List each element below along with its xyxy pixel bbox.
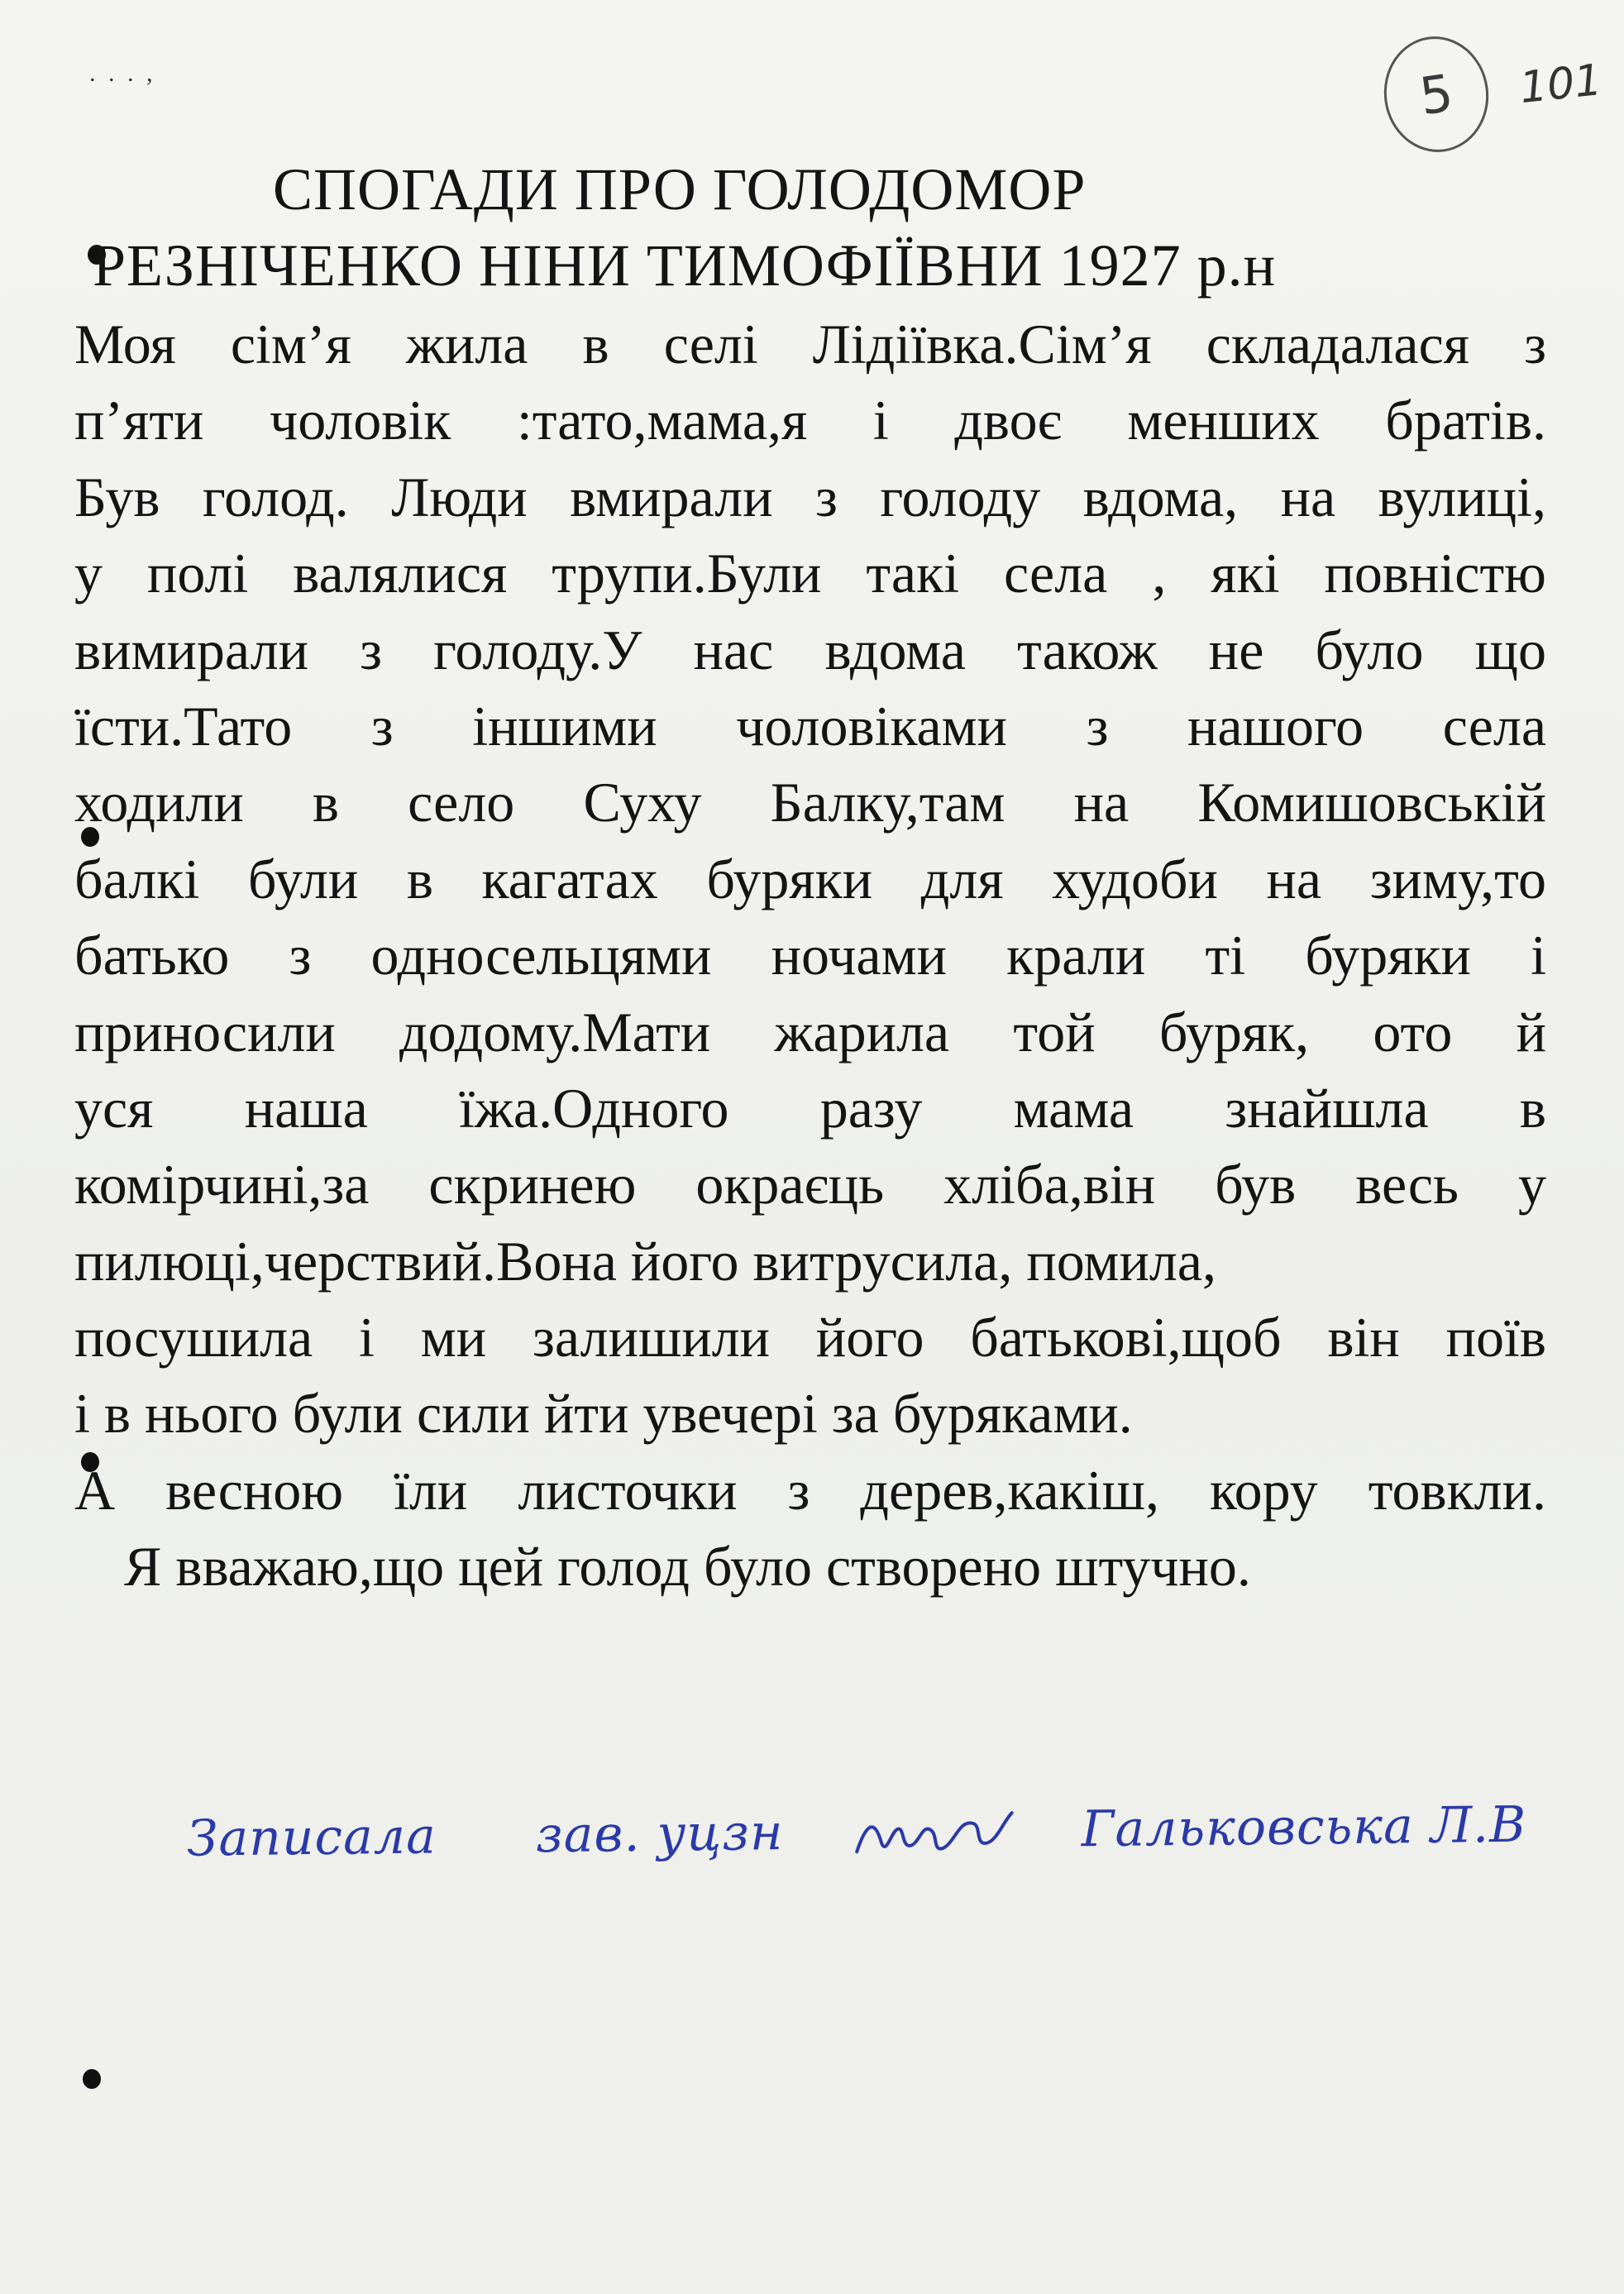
circled-number-text: 5 xyxy=(1416,62,1457,127)
text-line: уся наша їжа.Одного разу мама знайшла в xyxy=(74,1076,1546,1140)
text-line: балкі були в кагатах буряки для худоби на зиму,то xyxy=(74,847,1546,910)
text-line: приносили додому.Мати жарила той буряк, ото й xyxy=(74,1000,1546,1063)
punch-hole-icon xyxy=(83,2069,101,2089)
text-line: батько з односельцями ночами крали ті буряки і xyxy=(74,924,1546,987)
document-title: СПОГАДИ ПРО ГОЛОДОМОР xyxy=(273,156,1087,222)
text-line: їсти.Тато з іншими чоловіками з нашого села xyxy=(74,694,1546,757)
handwritten-surname: Гальковська Л.В xyxy=(1081,1795,1527,1859)
text-line: пилюці,черствий.Вона його витрусила, помила, xyxy=(74,1229,1216,1293)
document-subtitle: РЕЗНІЧЕНКО НІНИ ТИМОФІЇВНИ 1927 р.н xyxy=(93,232,1277,299)
text-line: Я вважаю,що цей голод було створено штучно. xyxy=(124,1535,1251,1599)
text-line: п’яти чоловік :тато,мама,я і двоє менших братів. xyxy=(74,389,1546,452)
text-line: Був голод. Люди вмирали з голоду вдома, на вулиці, xyxy=(74,465,1546,528)
corner-marks: . . . , xyxy=(89,60,156,87)
text-line: комірчині,за скринею окраєць хліба,він був весь у xyxy=(74,1153,1546,1216)
handwritten-position: зав. уцзн xyxy=(535,1804,784,1865)
text-line: у полі валялися трупи.Були такі села , які повністю xyxy=(74,542,1546,605)
text-line: і в нього були сили йти увечері за буряками. xyxy=(74,1382,1133,1446)
circled-page-number xyxy=(1377,30,1496,159)
signature-icon xyxy=(849,1805,1015,1865)
handwritten-note xyxy=(187,1795,1552,1871)
text-line: Моя сім’я жила в селі Лідіївка.Сім’я складалася з xyxy=(74,313,1546,375)
memoir-text xyxy=(74,306,1546,1605)
text-line: посушила і ми залишили його батькові,щоб він поїв xyxy=(74,1306,1546,1369)
text-line: вимирали з голоду.У нас вдома також не було що xyxy=(74,618,1546,681)
folio-number: 101 xyxy=(1517,55,1605,114)
text-line: ходили в село Суху Балку,там на Комишовській xyxy=(74,771,1546,834)
text-line: А весною їли листочки з дерев,какіш, кору товкли. xyxy=(74,1458,1546,1522)
handwritten-recorded-by: Записала xyxy=(186,1807,437,1868)
